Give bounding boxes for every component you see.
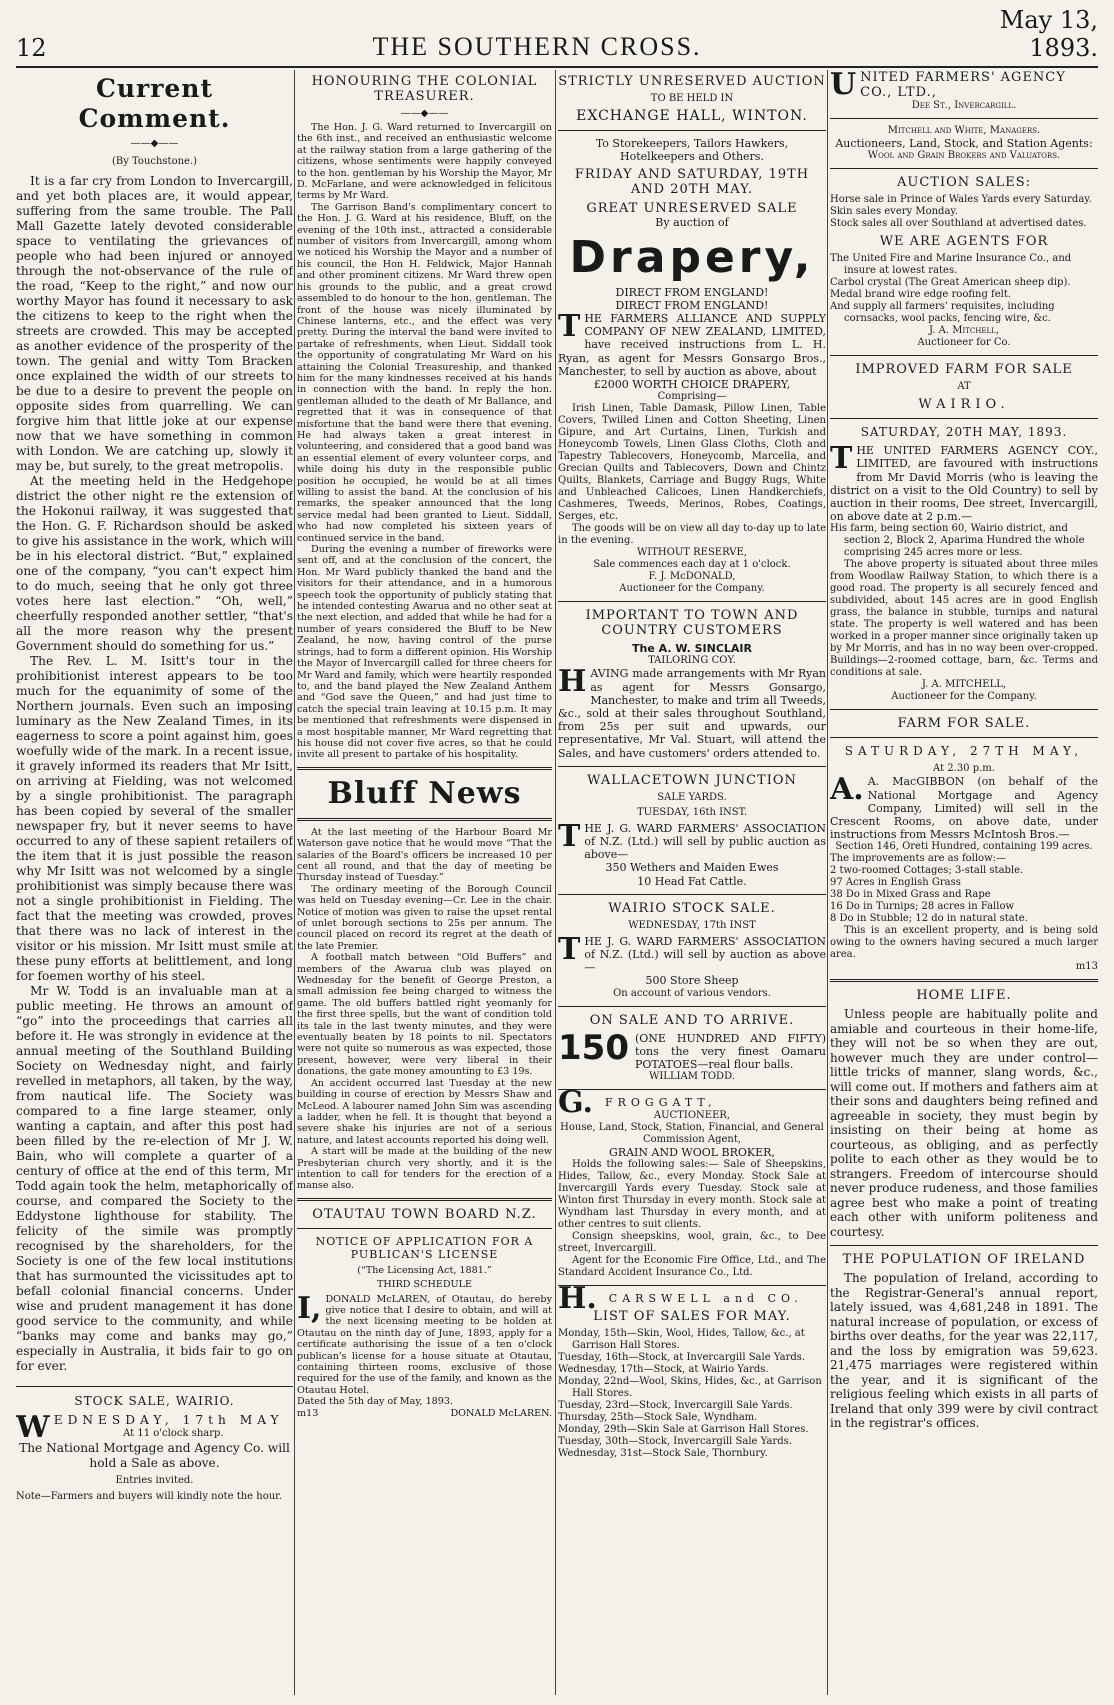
wairio-stock-heading: WAIRIO STOCK SALE. xyxy=(608,900,776,916)
auction-audience: To Storekeepers, Tailors Hawkers, Hotelkeepers and Others. xyxy=(595,137,789,164)
dropcap-t: T xyxy=(558,309,581,345)
divider xyxy=(830,709,1098,710)
auction-to-be-held: TO BE HELD IN xyxy=(650,93,734,104)
auction-body: HE FARMERS ALLIANCE AND SUPPLY COMPANY OF NEW ZEALAND, LIMITED, have received instructions from L. H. Ryan, as agent for Messrs Gonsargo Bros., Manchester, to sell by auction as above, about xyxy=(558,312,826,378)
article-paragraph: The ordinary meeting of the Borough Council was held on Tuesday evening—Cr. Lee in the chair. Notice of motion was given to raise the upset rental of unlet borough sections to 25s per annum. The council placed on record its regret at the death of the late Premier. xyxy=(297,883,552,952)
section-title-current-comment: Current Comment. xyxy=(78,74,231,133)
stock-sale-text: The National Mortgage and Agency Co. will hold a Sale as above. xyxy=(19,1441,290,1470)
auction-commence: Sale commences each day at 1 o'clock. xyxy=(593,559,791,571)
notice-signature: DONALD McLAREN. xyxy=(450,1407,552,1419)
improved-farm-heading: IMPROVED FARM FOR SALE xyxy=(855,362,1073,378)
auction-by: By auction of xyxy=(655,216,729,230)
divider xyxy=(558,766,826,767)
farm-for-sale-date: SATURDAY, 27TH MAY, xyxy=(844,744,1084,759)
dropcap-t: T xyxy=(558,818,581,854)
quantity-150: 150 xyxy=(558,1027,629,1068)
sale-list-item: Monday, 15th—Skin, Wool, Hides, Tallow, &c., at Garrison Hall Stores. xyxy=(558,1327,805,1351)
notice-heading: NOTICE OF APPLICATION FOR A PUBLICAN'S LICENSE xyxy=(315,1234,534,1261)
improvement-item: 38 Do in Mixed Grass and Rape xyxy=(830,889,991,901)
sinclair-coy: TAILORING COY. xyxy=(648,655,736,667)
improved-farm-text: HE UNITED FARMERS AGENCY COY., LIMITED, are favoured with instructions from Mr David Morris (who is leaving the district on a visit to the Old Country) to sell by auction in their rooms, Dee street, Invercargill, on above date at 2 p.m.— xyxy=(830,444,1098,524)
dropcap-w: W xyxy=(16,1410,50,1445)
improved-farm-desc: The above property is situated about three miles from Woodlaw Railway Station, to which there is a good road. The property is all securely fenced and subdivided, about 145 acres are in good English grass, the balance in stubble, turnips and natural state. The property is well watered and has been worked in a proper manner since originally taken up by Mr Morris, and has in no way been over-cropped. Buildings—2-roomed cottage, barn, &c. Terms and conditions at sale. xyxy=(830,559,1098,679)
farm-for-sale-section: Section 146, Oreti Hundred, containing 199 acres. xyxy=(835,841,1093,853)
wallacetown-item: 350 Wethers and Maiden Ewes xyxy=(605,861,779,875)
sale-list-item: Wednesday, 31st—Stock Sale, Thornbury. xyxy=(558,1447,768,1459)
divider xyxy=(558,1006,826,1007)
improved-farm-date: SATURDAY, 20TH MAY, 1893. xyxy=(860,425,1068,440)
divider xyxy=(297,818,552,821)
divider xyxy=(558,894,826,895)
auction-role: Auctioneer for the Company. xyxy=(619,583,765,595)
auction-great-sale: GREAT UNRESERVED SALE xyxy=(586,201,798,217)
auction-sale-item: Skin sales every Monday. xyxy=(830,206,958,218)
united-farmers-title: NITED FARMERS' AGENCY CO., LTD., xyxy=(860,70,1066,100)
auction-place: EXCHANGE HALL, WINTON. xyxy=(576,108,808,124)
licensing-act: (“The Licensing Act, 1881.” xyxy=(357,1264,492,1276)
home-life-heading: HOME LIFE. xyxy=(916,988,1012,1004)
divider xyxy=(558,130,826,131)
farm-for-sale-end: This is an excellent property, and is being sold owing to the owners having secured a much larger area. xyxy=(830,925,1098,961)
froggatt-agent: Agent for the Economic Fire Office, Ltd., and The Standard Accident Insurance Co., Ltd. xyxy=(558,1254,826,1278)
divider xyxy=(558,601,826,602)
divider xyxy=(830,118,1098,119)
improved-farm-at: AT xyxy=(957,381,971,393)
improved-farm-details: His farm, being section 60, Wairio district, and section 2, Block 2, Aparima Hundred the whole comprising 245 acres more or less. xyxy=(830,523,1085,559)
froggatt-role: AUCTIONEER, xyxy=(653,1109,731,1121)
dropcap-t: T xyxy=(558,931,581,967)
froggatt-name: FROGGATT, xyxy=(605,1096,717,1110)
farm-for-sale-text: A. MacGIBBON (on behalf of the National Mortgage and Agency Company, Limited) will sell in the Crescent Rooms, on above date, under instructions from Messrs McIntosh Bros.— xyxy=(830,775,1098,842)
column-current-comment xyxy=(16,70,293,1503)
article-paragraph: It is a far cry from London to Invercargill, and yet both places are, it would appear, suffering from the same trouble. The Pall Mall Gazette lately devoted considerable space to ventilating the grievances of people who had been injured or annoyed through the not-observance of the rule of the road, “Keep to the right,” and now our worthy Mayor has found it necessary to ask the citizens to keep to the right when the streets are crowded. This may be accepted as another evidence of the prosperity of the town. The genial and witty Tom Bracken once explained the width of our streets to be due to a desire to prevent the people on opposite sides from quarrelling. We can forgive him that little joke at our expense now that we have something in common with London. We are catching up, slowly it may be, but surely, to the great metropolis. xyxy=(16,174,293,473)
wallacetown-heading: WALLACETOWN JUNCTION xyxy=(587,772,797,788)
improved-farm-place: WAIRIO. xyxy=(918,397,1010,413)
honour-heading: HONOURING THE COLONIAL TREASURER. xyxy=(311,74,538,104)
newspaper-title: THE SOUTHERN CROSS. xyxy=(372,32,702,61)
carswell-list-heading: LIST OF SALES FOR MAY. xyxy=(593,1308,791,1324)
stock-sale-heading: STOCK SALE, WAIRIO. xyxy=(74,1394,235,1408)
dropcap-t: T xyxy=(830,441,853,477)
page-number: 12 xyxy=(16,34,47,62)
article-paragraph: A football match between “Old Buffers” and members of the Awarua club was played on Wednesday for the benefit of George Preston, a small admission fee being charged to witness the game. The old buffers battled right yeomanly for the first three spells, but the want of condition told its tale in the last twenty minutes, and they were eventually beaten by 18 points to nil. Spectators were not quite so numerous as was expected, those present, however, were very liberal in their donations, the gate money amounting to £3 19s. xyxy=(297,952,552,1078)
column-advertisements xyxy=(558,70,826,1460)
issue-date: May 13, 1893. xyxy=(999,6,1098,62)
auction-heading: STRICTLY UNRESERVED AUCTION xyxy=(558,74,826,89)
divider xyxy=(830,418,1098,419)
wairio-stock-text: HE J. G. WARD FARMERS' ASSOCIATION of N.Z. (Ltd.) will sell by auction as above— xyxy=(584,934,826,975)
improved-farm-signature-role: Auctioneer for the Company. xyxy=(891,691,1037,703)
sale-list-item: Tuesday, 16th—Stock, at Invercargill Sale Yards. xyxy=(558,1351,806,1363)
agent-item: Medal brand wire edge roofing felt. xyxy=(830,289,1012,301)
united-farmers-signature-role: Auctioneer for Co. xyxy=(917,337,1011,349)
potatoes-text: (ONE HUNDRED AND FIFTY) tons the very finest Oamaru POTATOES—real flour balls. xyxy=(634,1031,826,1072)
auction-sale-item: Horse sale in Prince of Wales Yards every Saturday. xyxy=(830,194,1092,206)
third-schedule: THIRD SCHEDULE xyxy=(377,1279,472,1291)
auction-view: The goods will be on view all day to-day up to late in the evening. xyxy=(558,523,826,547)
important-heading: IMPORTANT TO TOWN AND COUNTRY CUSTOMERS xyxy=(585,608,799,639)
notice-text: DONALD McLAREN, of Otautau, do hereby give notice that I desire to obtain, and will at the next licensing meeting to be holden at Otautau on the ninth day of June, 1893, apply for a certificate authorising the issue of a ten o'clock publican's license for a house situate at Otautau, containing thirteen rooms, exclusive of those required for the use of the family, and known as the Otautau Hotel. xyxy=(297,1293,552,1396)
ornament-divider: ——◆—— xyxy=(400,108,449,119)
wallacetown-sub: SALE YARDS. xyxy=(657,791,727,803)
column-divider xyxy=(294,70,295,1695)
farm-for-sale-ref: m13 xyxy=(1075,961,1098,973)
united-farmers-address: Dee St., Invercargill. xyxy=(911,100,1017,111)
auction-sale-item: Stock sales all over Southland at advertised dates. xyxy=(830,218,1087,230)
dropcap-a: A. xyxy=(830,772,864,808)
stock-sale-date: EDNESDAY, 17th MAY xyxy=(53,1413,284,1427)
sale-list-item: Monday, 22nd—Wool, Skins, Hides, &c., at Garrison Hall Stores. xyxy=(558,1375,822,1399)
sale-list-item: Wednesday, 17th—Stock, at Wairio Yards. xyxy=(558,1363,769,1375)
sinclair-firm: The A. W. SINCLAIR xyxy=(632,642,752,656)
agent-item: Carbol crystal (The Great American sheep dip). xyxy=(830,277,1071,289)
auction-name: F. J. McDONALD, xyxy=(648,571,736,583)
froggatt-sales: Holds the following sales:— Sale of Sheepskins, Hides, Tallow, &c., every Monday. Stock Sale at Invercargill Yards every Tuesday. Stock sale at Winton first Thursday in every month. Stock sale at Wyndham last Thursday in every month, and at other centres to suit clients. xyxy=(558,1158,826,1230)
divider xyxy=(830,168,1098,169)
auction-comprising: Comprising— xyxy=(657,391,727,403)
improvement-item: 97 Acres in English Grass xyxy=(830,877,961,889)
sale-list-item: Thursday, 25th—Stock Sale, Wyndham. xyxy=(558,1411,758,1423)
agent-item: And supply all farmers' requisites, including cornsacks, wool packs, fencing wire, &c. xyxy=(830,301,1055,325)
column-divider xyxy=(555,70,556,1695)
sale-list-item: Monday, 29th—Skin Sale at Garrison Hall Stores. xyxy=(558,1423,809,1435)
notice-ref: m13 xyxy=(297,1407,319,1419)
carswell-name: CARSWELL and CO. xyxy=(608,1291,803,1305)
froggatt-desc: House, Land, Stock, Station, Financial, and General Commission Agent, xyxy=(560,1121,824,1145)
sale-list-item: Tuesday, 23rd—Stock, Invercargill Sale Yards. xyxy=(558,1399,793,1411)
divider xyxy=(297,767,552,770)
wairio-stock-date: WEDNESDAY, 17th INST xyxy=(628,919,756,931)
agent-item: The United Fire and Marine Insurance Co., and insure at lowest rates. xyxy=(830,253,1072,277)
drapery-display-heading: Drapery, xyxy=(569,231,815,283)
article-paragraph: The Garrison Band's complimentary concert to the Hon. J. G. Ward at his residence, Bluff, on the evening of the 10th inst., attracted a considerable number of visitors from Invercargill, among whom we noticed his Worship the Mayor and a number of his council, the Hon H. Feldwick, Major Hannah and other prominent citizens. Mr Ward threw open his grounds to the public, and a great crowd assembled to do honour to the hon. gentleman. The front of the house was nicely illuminated by Chinese lanterns, etc., and the effect was very pretty. During the interval the band were invited to partake of refreshments, when Lieut. Siddall took the opportunity of congratulating Mr Ward on his attaining the Colonial Treasureship, and thanked him for the many kindnesses received at his hands in connection with the band. In reply the hon. gentleman alluded to the death of Mr Ballance, and regretted that it was in consequence of that misfortune that the band were there that evening. He had always taken a great interest in volunteering, and considered that a good band was an essential element of every volunteer corps, and while doing his duty in the responsible public position he occupied, he would be at all times willing to assist the band. At the conclusion of his remarks, the speaker announced that the long service medal had been granted to Lieut. Siddall, who had now completed his sixteen years of continued service in the band. xyxy=(297,201,552,544)
auction-without-reserve: WITHOUT RESERVE, xyxy=(637,547,747,559)
population-text: The population of Ireland, according to the Registrar-General's annual report, lately issued, was 4,681,248 in 1891. The natural increase of population, or excess of births over deaths, for the year was 22,117, and the loss by emigration was 59,623. 21,475 marriages were registered within the year, and it is significant of the religious feeling which exists in all parts of Ireland that only 399 were by civil contract in the registrar's offices. xyxy=(830,1271,1098,1431)
direct-from-england-2: DIRECT FROM ENGLAND! xyxy=(615,298,769,312)
byline: (By Touchstone.) xyxy=(111,156,198,167)
wairio-stock-item: 500 Store Sheep xyxy=(645,974,739,988)
article-paragraph: At the meeting held in the Hedgehope district the other night re the extension of the Hokonui railway, it was suggested that the Hon. G. F. Richardson should be asked to give his assistance in the work, which will be in his electoral district. “But,” explained one of the company, “you can't expect him to do much, seeing that he only got three votes here last election.” “Oh, well,” cheerfully responded another settler, “that's all the more reason why the present Government should do something for us.” xyxy=(16,474,293,653)
farm-for-sale-time: At 2.30 p.m. xyxy=(933,763,995,775)
divider xyxy=(558,1089,826,1090)
population-heading: THE POPULATION OF IRELAND xyxy=(842,1252,1086,1268)
carswell-initial: H. xyxy=(558,1280,597,1316)
article-paragraph: A start will be made at the building of the new Presbyterian church very shortly, and it is the intention to call for tenders for the erection of a manse also. xyxy=(297,1146,552,1192)
wallacetown-date: TUESDAY, 16th INST. xyxy=(636,806,748,818)
article-paragraph: During the evening a number of fireworks were sent off, and at the conclusion of the concert, the Hon. Mr Ward publicly thanked the band and the visitors for their attendance, and in a humorous speech took the opportunity of publicly stating that he intended contesting Awarua and no other seat at the next election, and added that while he had for a number of years considered the Bluff to be New Zealand, he now, having control of the purse strings, had to form a different opinion. His Worship the Mayor of Invercargill called for three cheers for Mr Ward and family, which were heartily responded to, and the band played the New Zealand Anthem and “God save the Queen,” and had just time to catch the special train leaving at 10.15 p.m. It may be mentioned that refreshments were dispensed in a most hospitable manner, Mr Ward regretting that his house did not cover five acres, so that he could invite all present to partake of his hospitality. xyxy=(297,544,552,761)
dropcap-h: H xyxy=(558,664,587,700)
article-paragraph: The Hon. J. G. Ward returned to Invercargill on the 6th inst., and received an enthusiastic welcome at the railway station from a large gathering of the citizens, whose sentiments were happily conveyed to the hon. gentleman by his Worship the Mayor, Mr D. McFarlane, and were acknowledged in felicitous terms by Mr Ward. xyxy=(297,122,552,202)
auction-items: Irish Linen, Table Damask, Pillow Linen, Table Covers, Twilled Linen and Cotton Sheeting, Linen Gipure, and Art Curtains, Linen, Turkish and Honeycomb Towels, Linen Glass Cloths, Cloth and Tapestry Tablecovers, Honeycomb, Marcella, and Grecian Quilts and Tablecovers, Down and Chintz Quilts, Blankets, Carriage and Buggy Rugs, White and Unbleached Calicoes, Linen Handkerchiefs, Cashmeres, Tweeds, Merinos, Robes, Coatings, Serges, etc. xyxy=(558,403,826,523)
dropcap-u: U xyxy=(830,70,857,102)
otautau-heading: OTAUTAU TOWN BOARD N.Z. xyxy=(312,1206,537,1222)
column-news xyxy=(297,70,552,1419)
wallacetown-text: HE J. G. WARD FARMERS' ASSOCIATION of N.Z. (Ltd.) will sell by public auction as above— xyxy=(584,821,826,862)
froggatt-initial: G. xyxy=(558,1085,593,1121)
united-farmers-desc: Auctioneers, Land, Stock, and Station Agents: xyxy=(835,137,1093,150)
article-paragraph: At the last meeting of the Harbour Board Mr Waterson gave notice that he would move “That the salaries of the Board's officers be increased 10 per cent all round, and that the day of meeting be Thursday instead of Tuesday.” xyxy=(297,826,552,884)
farm-for-sale-heading: FARM FOR SALE. xyxy=(897,716,1031,732)
auction-sales-heading: AUCTION SALES: xyxy=(897,175,1031,191)
article-paragraph: An accident occurred last Tuesday at the new building in course of erection by Messrs Shaw and McLeod. A labourer named John Sim was ascending a ladder, when he fell. It is thought that beyond a severe shake his injuries are not of a serious nature, and latest accounts reported his doing well. xyxy=(297,1077,552,1146)
direct-from-england-1: DIRECT FROM ENGLAND! xyxy=(615,285,769,299)
agents-heading: WE ARE AGENTS FOR xyxy=(879,234,1049,250)
stock-sale-entries: Entries invited. xyxy=(115,1475,194,1486)
divider xyxy=(830,1245,1098,1246)
home-life-text: Unless people are habitually polite and amiable and courteous in their home-life, they will not be so when they are out, however much they are under control—little tricks of manner, slang words, &c., will come out. If mothers and fathers aim at their sons and daughters being refined and agreeable in society, they must begin by insisting on their being at home as courteous, as obliging, and as perfectly polite to each other as they would be to strangers. Freedom of intercourse should never produce rudeness, and those families agree best who make a point of treating each other with uniform politeness and courtesy. xyxy=(830,1007,1098,1239)
farm-for-sale-improvements: The improvements are as follow:— xyxy=(830,853,1007,865)
column-farm-notices xyxy=(830,70,1098,1431)
improvement-item: 2 two-roomed Cottages; 3-stall stable. xyxy=(830,865,1024,877)
divider xyxy=(297,1228,552,1229)
divider xyxy=(830,737,1098,738)
froggatt-grain: GRAIN AND WOOL BROKER, xyxy=(609,1145,775,1159)
divider xyxy=(830,355,1098,356)
united-farmers-wool: Wool and Grain Brokers and Valuators. xyxy=(867,150,1061,162)
wallacetown-item: 10 Head Fat Cattle. xyxy=(637,874,747,888)
stock-sale-time: At 11 o'clock sharp. xyxy=(123,1428,224,1439)
auction-days: FRIDAY AND SATURDAY, 19TH AND 20TH MAY. xyxy=(574,167,810,198)
article-paragraph: The Rev. L. M. Isitt's tour in the prohibitionist interest appears to be too much for the equanimity of some of the Northern journals. Even such an imposing luminary as the New Zealand Times, in its eagerness to score a point against him, goes woefully wide of the mark. In a recent issue, it gravely informed its readers that Mr Isitt, on arriving at Fielding, was not welcomed by a single prohibitionist. The paragraph has been copied by several of the smaller newspaper fry, but it never seems to have occurred to any of these sapient retailers of the item that it is just possible the reason why Mr Isitt was not welcomed by a single prohibitionist was simply because there was not a single prohibitionist in Fielding. The fact that the meeting was crowded, proves that there was no lack of interest in the visitor or his mission. Mr Isitt must smile at these puny efforts at belittlement, and long for foemen worthy of his steel. xyxy=(16,654,293,983)
column-divider xyxy=(827,70,828,1695)
divider xyxy=(830,979,1098,982)
improvement-item: 16 Do in Turnips; 28 acres in Fallow xyxy=(830,901,1015,913)
sale-list-item: Tuesday, 30th—Stock, Invercargill Sale Yards. xyxy=(558,1435,792,1447)
article-paragraph: Mr W. Todd is an invaluable man at a public meeting. He throws an amount of “go” into the proceedings that carries all before it. He was strongly in evidence at the annual meeting of the Southland Building Society on Wednesday night, and fairly revelled in metaphors, all taken, by the way, from nautical life. The Society was compared to a fine large steamer, only wanting a captain, and after this post had been filled by the re-election of Mr J. W. Bain, who will complete a quarter of a century of office at the end of this term, Mr Todd again took the helm, metaphorically of course, and compared the Society to the Eddystone lighthouse for stability. The felicity of the simile was promptly recognised by the shareholders, for the Society is one of the few local institutions that has surmounted the vicissitudes apt to befall colonial financial concerns. Under wise and prudent management it has done good service to the community, and while “banks may come and banks may go,” especially in Australia, it bids fair to go on for ever. xyxy=(16,984,293,1373)
wairio-stock-account: On account of various vendors. xyxy=(613,987,771,999)
potatoes-seller: WILLIAM TODD. xyxy=(649,1071,735,1083)
divider xyxy=(16,1386,293,1387)
notice-dated: Dated the 5th day of May, 1893. xyxy=(297,1396,454,1408)
dropcap-i: I, xyxy=(297,1290,322,1326)
united-farmers-signature: J. A. Mitchell, xyxy=(929,325,999,337)
masthead xyxy=(16,6,1098,68)
froggatt-consign: Consign sheepskins, wool, grain, &c., to Dee street, Invercargill. xyxy=(558,1230,826,1254)
ornament-divider: ——◆—— xyxy=(130,138,179,149)
improvement-item: 8 Do in Stubble; 12 do in natural state. xyxy=(830,913,1028,925)
on-sale-heading: ON SALE AND TO ARRIVE. xyxy=(589,1012,795,1028)
stock-sale-note: Note—Farmers and buyers will kindly note the hour. xyxy=(16,1491,283,1502)
united-farmers-managers: Mitchell and White, Managers. xyxy=(887,125,1041,136)
auction-worth: £2000 WORTH CHOICE DRAPERY, xyxy=(593,378,791,392)
improved-farm-signature: J. A. MITCHELL, xyxy=(921,679,1007,691)
divider xyxy=(297,1198,552,1201)
divider xyxy=(558,1285,826,1286)
sinclair-text: AVING made arrangements with Mr Ryan as agent for Messrs Gonsargo, Manchester, to make and trim all Tweeds, &c., sold at their sales throughout Southland, from 25s per suit and upwards, our representative, Mr Val. Stuart, will attend the Sales, and have customers' orders attended to. xyxy=(558,667,826,760)
section-title-bluff-news: Bluff News xyxy=(327,775,522,811)
